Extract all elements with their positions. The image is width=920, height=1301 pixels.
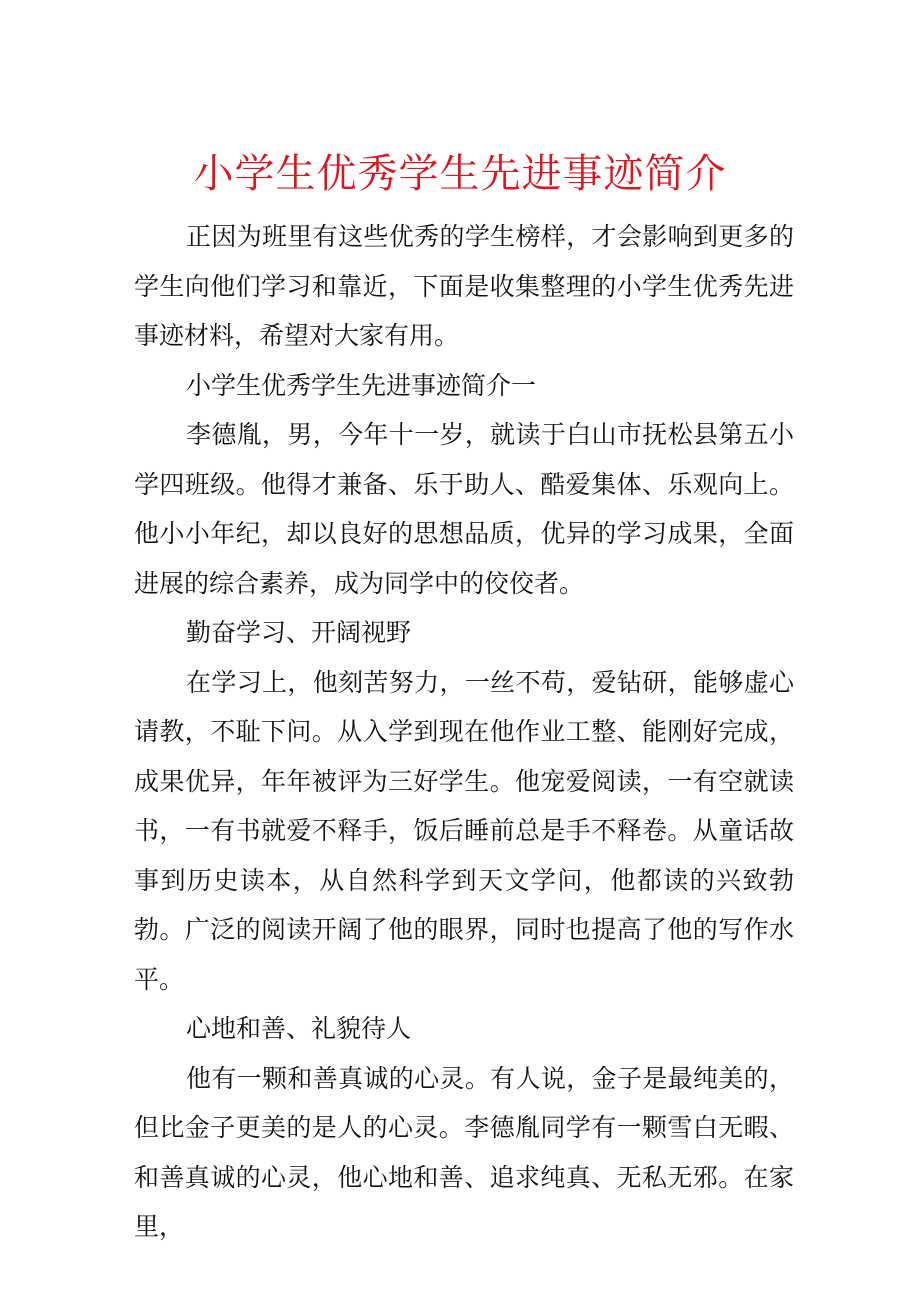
intro-paragraph: 正因为班里有这些优秀的学生榜样，才会影响到更多的学生向他们学习和靠近，下面是收集整理的小学生优秀先进事迹材料，希望对大家有用。 [134,222,794,350]
document-body [134,212,794,1252]
subsection-heading-kindness: 心地和善、礼貌待人 [186,1014,412,1043]
section-heading: 小学生优秀学生先进事迹简介一 [186,370,537,400]
profile-paragraph: 李德胤，男，今年十一岁，就读于白山市抚松县第五小学四班级。他得才兼备、乐于助人、酷爱集体、乐观向上。他小小年纪，却以良好的思想品质，优异的学习成果，全面进展的综合素养，成为同学中的佼佼者。 [134,420,794,598]
kindness-paragraph: 他有一颗和善真诚的心灵。有人说，金子是最纯美的，但比金子更美的是人的心灵。李德胤同学有一颗雪白无暇、和善真诚的心灵，他心地和善、追求纯真、无私无邪。在家里， [134,1063,794,1241]
study-paragraph: 在学习上，他刻苦努力，一丝不苟，爱钻研，能够虚心请教，不耻下问。从入学到现在他作业工整、能刚好完成，成果优异，年年被评为三好学生。他宠爱阅读，一有空就读书，一有书就爱不释手，饭后睡前总是手不释卷。从童话故事到历史读本，从自然科学到天文学问，他都读的兴致勃勃。广泛的阅读开阔了他的眼界，同时也提高了他的写作水平。 [134,667,794,994]
subsection-heading-study: 勤奋学习、开阔视野 [186,618,412,647]
document-title: 小学生优秀学生先进事迹简介 [193,151,727,197]
